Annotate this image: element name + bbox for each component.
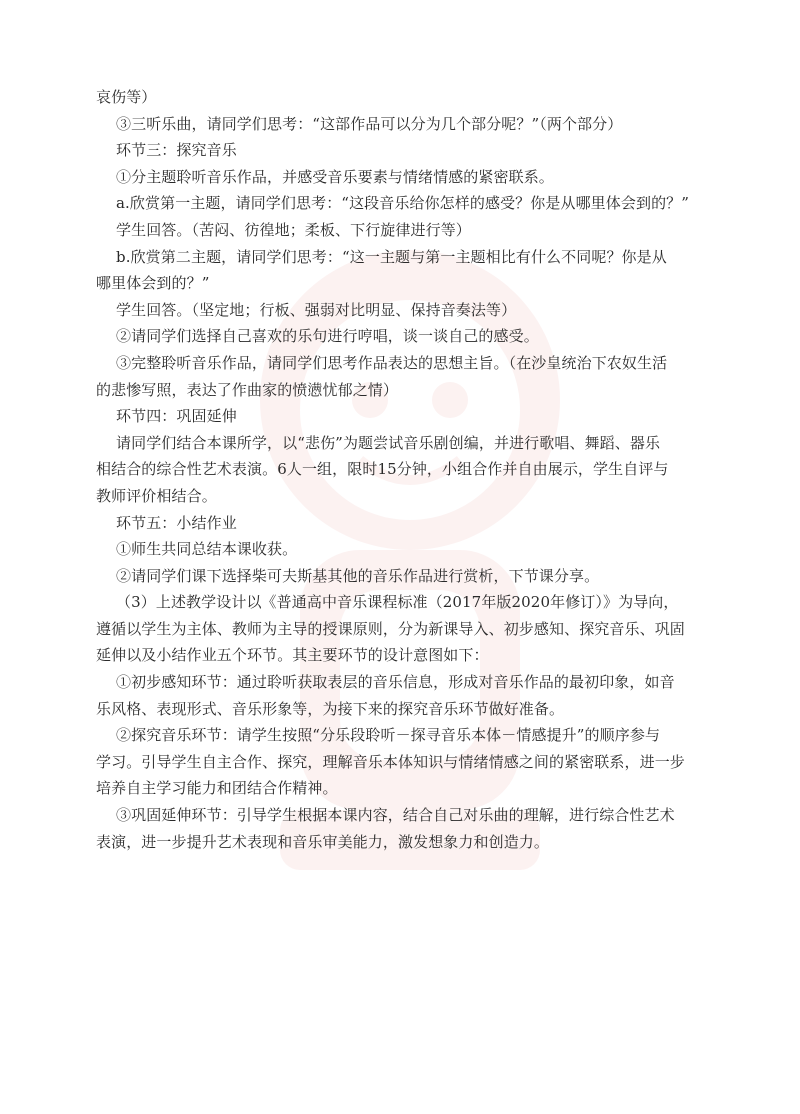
text-line: ②请同学们课下选择柴可夫斯基其他的音乐作品进行赏析，下节课分享。 <box>116 566 600 585</box>
text-line: 学生回答。（苦闷、彷徨地；柔板、下行旋律进行等） <box>116 220 471 239</box>
text-line: 表演，进一步提升艺术表现和音乐审美能力，激发想象力和创造力。 <box>96 832 550 851</box>
text-line: b.欣赏第二主题，请同学们思考：“这一主题与第一主题相比有什么不同呢？你是从 <box>116 247 667 266</box>
text-line: 的悲惨写照，表达了作曲家的愤懑忧郁之情） <box>96 380 399 399</box>
text-line: ②请同学们选择自己喜欢的乐句进行哼唱，谈一谈自己的感受。 <box>116 327 539 346</box>
text-line: 相结合的综合性艺术表演。6人一组，限时15分钟，小组合作并自由展示，学生自评与 <box>96 460 669 479</box>
text-line: 学习。引导学生自主合作、探究，理解音乐本体知识与情绪情感之间的紧密联系，进一步 <box>96 752 685 771</box>
text-line: ②探究音乐环节：请学生按照“分乐段聆听－探寻音乐本体－情感提升”的顺序参与 <box>116 726 661 745</box>
text-line: 哀伤等） <box>96 88 157 106</box>
text-line: a.欣赏第一主题，请同学们思考：“这段音乐给你怎样的感受？你是从哪里体会到的？” <box>116 194 690 213</box>
text-line: 遵循以学生为主体、教师为主导的授课原则，分为新课导入、初步感知、探究音乐、巩固 <box>96 619 685 638</box>
text-line: 乐风格、表现形式、音乐形象等，为接下来的探究音乐环节做好准备。 <box>96 699 565 718</box>
document-body <box>96 84 706 855</box>
text-line: （3）上述教学设计以《普通高中音乐课程标准（2017年版2020年修订）》为导向， <box>116 593 679 612</box>
text-line: 哪里体会到的？” <box>96 274 210 293</box>
text-line: ③巩固延伸环节：引导学生根据本课内容，结合自己对乐曲的理解，进行综合性艺术 <box>116 806 675 825</box>
section-heading: 环节五：小结作业 <box>116 513 237 532</box>
section-heading: 环节三：探究音乐 <box>116 141 237 160</box>
text-line: ③三听乐曲，请同学们思考：“这部作品可以分为几个部分呢？”（两个部分） <box>116 114 623 133</box>
text-line: ①初步感知环节：通过聆听获取表层的音乐信息，形成对音乐作品的最初印象，如音 <box>116 673 675 692</box>
text-line: ①师生共同总结本课收获。 <box>116 540 298 559</box>
text-line: ③完整聆听音乐作品，请同学们思考作品表达的思想主旨。（在沙皇统治下农奴生活 <box>116 353 668 372</box>
section-heading: 环节四：巩固延伸 <box>116 407 237 426</box>
text-line: 请同学们结合本课所学，以“悲伤”为题尝试音乐剧创编，并进行歌唱、舞蹈、器乐 <box>116 433 661 452</box>
text-line: 学生回答。（坚定地；行板、强弱对比明显、保持音奏法等） <box>116 300 517 319</box>
text-line: ①分主题聆听音乐作品，并感受音乐要素与情绪情感的紧密联系。 <box>116 167 554 186</box>
text-line: 延伸以及小结作业五个环节。其主要环节的设计意图如下： <box>96 646 489 665</box>
text-line: 培养自主学习能力和团结合作精神。 <box>96 779 338 798</box>
text-line: 教师评价相结合。 <box>96 486 217 505</box>
